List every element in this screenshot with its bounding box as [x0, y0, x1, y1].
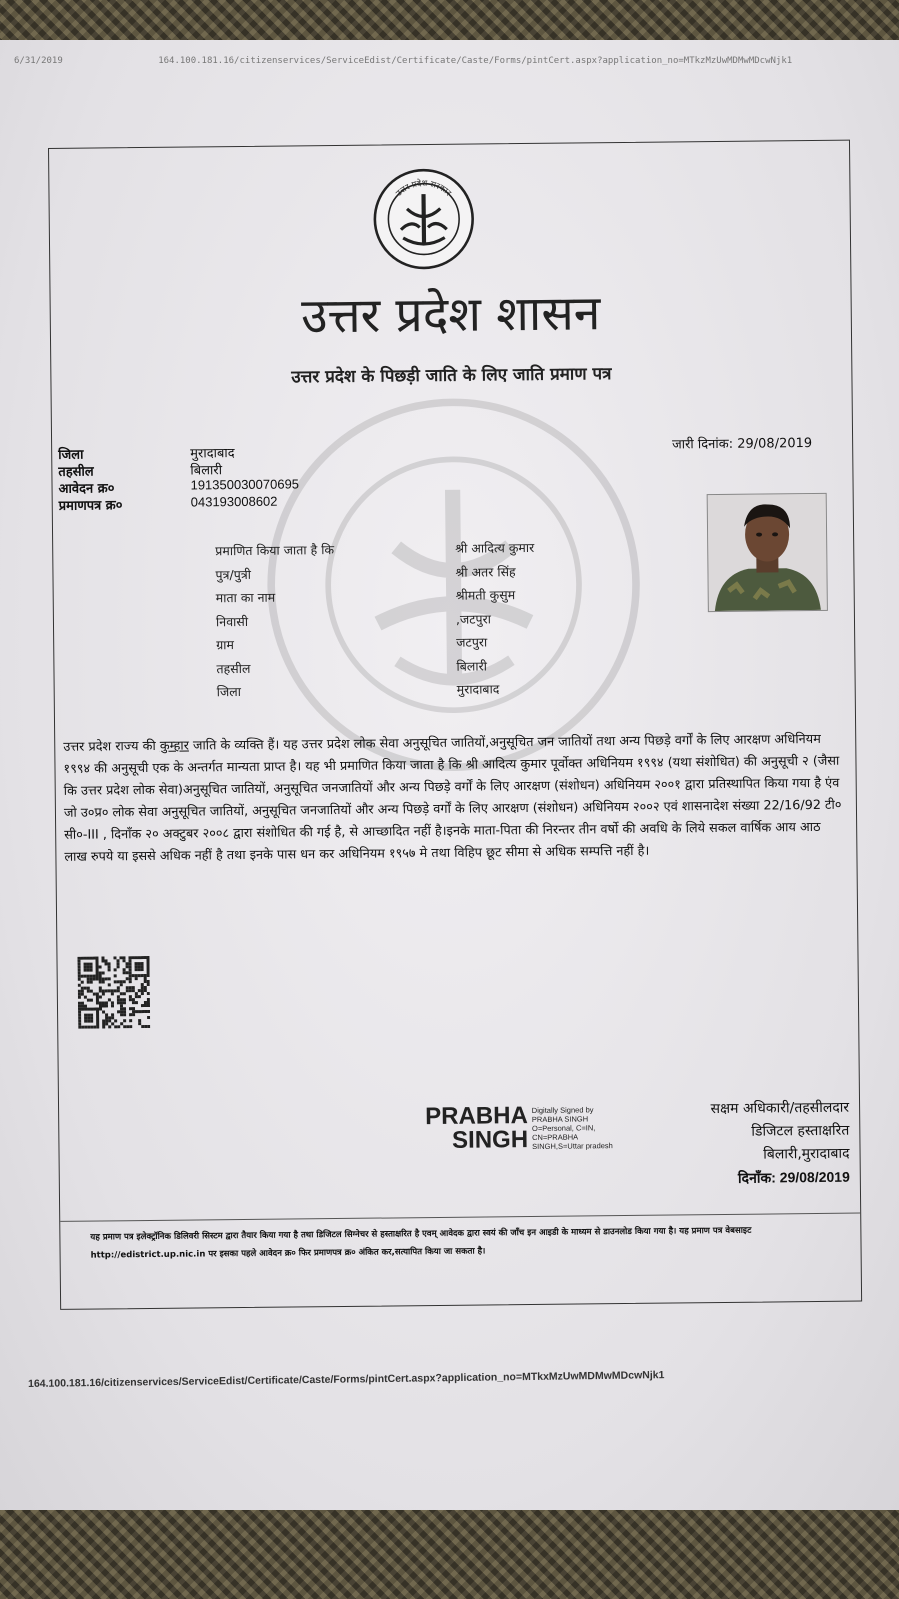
- certificate-number: 043193008602: [190, 493, 278, 510]
- print-date: 6/31/2019: [14, 56, 63, 66]
- application-label: आवेदन क्र०: [58, 481, 115, 497]
- government-title: उत्तर प्रदेश शासन: [300, 285, 601, 345]
- tehsil-label: तहसील: [58, 464, 94, 480]
- print-url: 164.100.181.16/citizenservices/ServiceEdist/Certificate/Caste/Forms/pintCert.aspx?application_no=MTkzMzUwMDMwMDcwNjk1: [158, 56, 793, 66]
- officer-date: दिनाँक: 29/08/2019: [737, 1168, 850, 1186]
- district: मुरादाबाद: [456, 681, 500, 697]
- certificate-frame: [48, 140, 862, 1310]
- sig-line: Digitally Signed by: [531, 1104, 594, 1115]
- sig-line: CN=PRABHA: [532, 1132, 579, 1142]
- sig-line: SINGH,S=Uttar pradesh: [532, 1140, 613, 1151]
- bottom-print-url: 164.100.181.16/citizenservices/ServiceEdist/Certificate/Caste/Forms/pintCert.aspx?application_no=MTkxMzUwMDMwMDcwNjk1: [28, 1369, 665, 1390]
- detail-label: तहसील: [216, 660, 251, 676]
- applicant-name: श्री आदित्य कुमार: [455, 539, 535, 556]
- certificate-meta: [58, 442, 299, 513]
- issue-date: जारी दिनांक: 29/08/2019: [671, 436, 813, 453]
- officer-digital-signed: डिजिटल हस्ताक्षरित: [751, 1122, 850, 1140]
- mother-name: श्रीमती कुसुम: [455, 587, 516, 603]
- detail-label: प्रमाणित किया जाता है कि: [215, 542, 335, 559]
- sig-line: PRABHA SINGH: [531, 1113, 589, 1124]
- tehsil: बिलारी: [456, 657, 487, 674]
- sig-line: O=Personal, C=IN,: [531, 1122, 596, 1133]
- signer-last-name: SINGH: [451, 1126, 529, 1154]
- father-name: श्री अतर सिंह: [455, 563, 516, 580]
- applicant-details: [215, 539, 536, 707]
- qr-code-icon: [77, 956, 150, 1029]
- application-number: 191350030070695: [190, 476, 300, 493]
- officer-location: बिलारी,मुरादाबाद: [763, 1145, 850, 1163]
- top-print-header: [14, 56, 792, 66]
- emblem-text: उत्तर प्रदेश सरकार: [393, 177, 454, 199]
- digital-signature: [425, 1103, 613, 1153]
- body-text-rest: जाति के व्यक्ति हैं। यह उत्तर प्रदेश लोक सेवा अनुसूचित जातियों,अनुसूचित जन जातियों तथा अन्य पिछड़े वर्गों के लिए आरक्षण अधिनियम १९९४ की अनुसूची एक के अन्तर्गत मान्यता प्राप्त है। यह भी प्रमाणित किया जाता है कि श्री आदित्य कुमार पूर्वोक्त अधिनियम १९९४ (यथा संशोधित) की अनुसूची २ (जैसा कि उत्तर प्रदेश लोक सेवा)अनुसूचित जातियों, अनुसूचित जनजातियों और अन्य पिछड़े वर्गों के लिए आरक्षण (संशोधन) अधिनियम २००१ द्वारा प्रतिस्थापित किया गया है एंव जो उ०प्र० लोक सेवा अनुसूचित जातियों, अनुसूचित जनजातियों और अन्य पिछड़े वर्गों के लिए आरक्षण (संशोधन) अधिनियम २००२ एवं शासनादेश संख्या 22/16/92 टी० सी०-III , दिनाँक २० अक्टुबर २००८ द्वारा संशोधित की गई है, से आच्छादित नहीं है।इनके माता-पिता की निरन्तर तीन वर्षो की अवधि के लिये सकल वार्षिक आय आठ लाख रुपये या इससे अधिक नहीं है तथा इनके पास धन कर अधिनियम १९५७ मे तथा विहिप छूट सीमा से अधिक सम्पत्ति नहीं है।: [63, 731, 842, 865]
- certificate-number-label: प्रमाणपत्र क्र०: [58, 498, 123, 514]
- district-label: जिला: [58, 447, 84, 463]
- detail-label: ग्राम: [216, 637, 235, 653]
- caste-name: कुम्हार: [159, 738, 189, 754]
- detail-label: निवासी: [215, 613, 249, 629]
- district-value: मुरादाबाद: [190, 445, 235, 461]
- issuing-officer: [710, 1097, 849, 1190]
- signature-details: [532, 1105, 613, 1151]
- up-govt-emblem-icon: [371, 167, 476, 272]
- residence: ,जटपुरा: [455, 610, 492, 627]
- officer-designation: सक्षम अधिकारी/तहसीलदार: [710, 1099, 850, 1118]
- body-text-start: उत्तर प्रदेश राज्य की: [63, 738, 160, 755]
- signer-first-name: PRABHA: [425, 1102, 528, 1131]
- detail-label: जिला: [216, 684, 242, 700]
- person-photo-icon: [708, 494, 827, 611]
- certificate-body: [63, 729, 844, 869]
- village: जटपुरा: [456, 634, 488, 650]
- tehsil-value: बिलारी: [190, 462, 223, 478]
- qr-code: [77, 956, 150, 1033]
- certificate-footer-note: यह प्रमाण पत्र इलेक्ट्रॉनिक डिलिवरी सिस्टम द्वारा तैयार किया गया है तथा डिजिटल सिग्नेचर से हस्ताक्षरित है एवम् आवेदक द्वारा स्वयं की जाँच इन आइडी के माध्यम से डाउनलोड किया गया है। यह प्रमाण पत्र वेबसाइट http://edistrict.up.nic.in पर इसका पहले आवेदन क्र० फिर प्रमाणपत्र क्र० अंकित कर,सत्यापित किया जा सकता है।: [90, 1225, 752, 1261]
- certificate-subtitle: उत्तर प्रदेश के पिछड़ी जाति के लिए जाति प्रमाण पत्र: [291, 364, 612, 388]
- footer-divider: [60, 1213, 860, 1222]
- detail-label: पुत्र/पुत्री: [215, 566, 252, 582]
- applicant-photo: [707, 493, 828, 612]
- detail-label: माता का नाम: [215, 589, 276, 606]
